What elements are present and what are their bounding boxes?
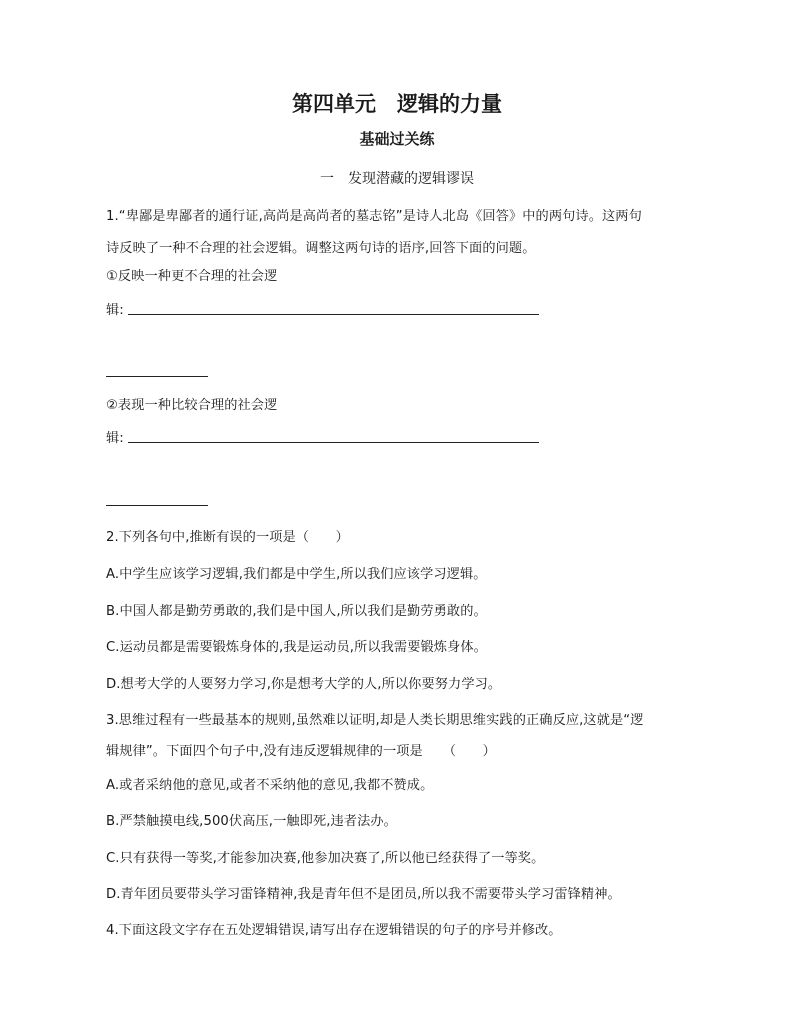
page-title: 第四单元 逻辑的力量 (292, 92, 502, 116)
q1-stem-line2: 诗反映了一种不合理的社会逻辑。调整这两句诗的语序,回答下面的问题。 (106, 241, 536, 256)
q3-stem-line1: 3.思维过程有一些最基本的规则,虽然难以证明,却是人类长期思维实践的正确反应,这就是“逻 (106, 713, 644, 728)
section-heading: 一 发现潜藏的逻辑谬误 (320, 171, 474, 187)
q2-option-b: B.中国人都是勤劳勇敢的,我们是中国人,所以我们是勤劳勇敢的。 (106, 604, 487, 619)
q1-subquestion-1-cont: 辑: (106, 303, 124, 318)
page-subtitle: 基础过关练 (359, 130, 435, 148)
q3-option-d: D.青年团员要带头学习雷锋精神,我是青年但不是团员,所以我不需要带头学习雷锋精神。 (106, 887, 621, 902)
q2-stem: 2.下列各句中,推断有误的一项是（ ） (106, 530, 349, 545)
q3-option-a: A.或者采纳他的意见,或者不采纳他的意见,我都不赞成。 (106, 778, 434, 793)
q1-answer-blank-1[interactable] (128, 314, 539, 315)
q1-subquestion-1: ①反映一种更不合理的社会逻 (106, 269, 278, 284)
q4-stem: 4.下面这段文字存在五处逻辑错误,请写出存在逻辑错误的句子的序号并修改。 (106, 923, 562, 938)
q1-subquestion-2: ②表现一种比较合理的社会逻 (106, 398, 278, 413)
q3-option-c: C.只有获得一等奖,才能参加决赛,他参加决赛了,所以他已经获得了一等奖。 (106, 851, 545, 866)
q2-option-c: C.运动员都是需要锻炼身体的,我是运动员,所以我需要锻炼身体。 (106, 640, 487, 655)
q1-answer-blank-2-tail[interactable] (106, 505, 208, 506)
q1-answer-blank-1-tail[interactable] (106, 376, 208, 377)
q1-subquestion-2-cont: 辑: (106, 431, 124, 446)
q1-stem-line1: 1.“卑鄙是卑鄙者的通行证,高尚是高尚者的墓志铭”是诗人北岛《回答》中的两句诗。这两句 (106, 209, 642, 224)
q3-option-b: B.严禁触摸电线,500伏高压,一触即死,违者法办。 (106, 814, 397, 829)
q3-stem-line2: 辑规律”。下面四个句子中,没有违反逻辑规律的一项是 （ ） (106, 744, 496, 759)
q2-option-d: D.想考大学的人要努力学习,你是想考大学的人,所以你要努力学习。 (106, 677, 502, 692)
q1-answer-blank-2[interactable] (128, 442, 539, 443)
q2-option-a: A.中学生应该学习逻辑,我们都是中学生,所以我们应该学习逻辑。 (106, 567, 487, 582)
